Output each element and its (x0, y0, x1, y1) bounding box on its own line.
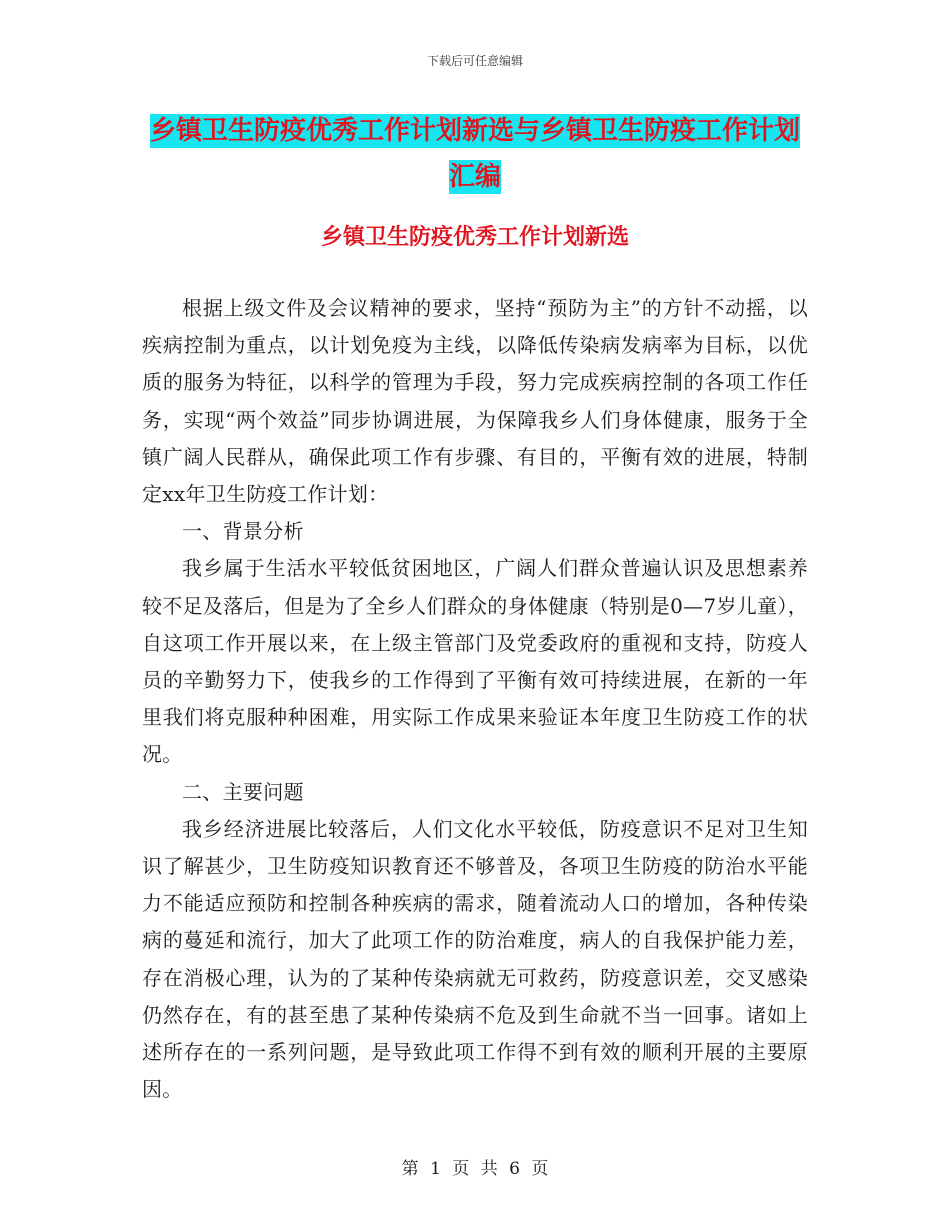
issues-paragraph: 我乡经济进展比较落后，人们文化水平较低，防疫意识不足对卫生知识了解甚少，卫生防疫知识教育还不够普及，各项卫生防疫的防治水平能力不能适应预防和控制各种疾病的需求，随着流动人口的增加，各种传染病的蔓延和流行，加大了此项工作的防治难度，病人的自我保护能力差，存在消极心理，认为的了某种传染病就无可救药，防疫意识差，交叉感染仍然存在，有的甚至患了某种传染病不危及到生命就不当一回事。诸如上述所存在的一系列问题，是导致此项工作得不到有效的顺利开展的主要原因。 (142, 816, 808, 1102)
section-title: 乡镇卫生防疫优秀工作计划新选 (320, 225, 629, 250)
heading-main-issues: 二、主要问题 (182, 779, 304, 804)
intro-paragraph: 根据上级文件及会议精神的要求，坚持“预防为主”的方针不动摇，以疾病控制为重点，以计划免疫为主线，以降低传染病发病率为目标，以优质的服务为特征，以科学的管理为手段，努力完成疾病控制的各项工作任务，实现“两个效益”同步协调进展，为保障我乡人们身体健康，服务于全镇广阔人民群从，确保此项工作有步骤、有目的，平衡有效的进展，特制定xx年卫生防疫工作计划： (142, 296, 808, 507)
title-highlight: 乡镇卫生防疫优秀工作计划新选与乡镇卫生防疫工作计划汇编 (149, 116, 800, 192)
header-note: 下载后可任意编辑 (426, 54, 523, 68)
document-body (142, 290, 808, 1108)
background-paragraph: 我乡属于生活水平较低贫困地区，广阔人们群众普遍认识及思想素养较不足及落后，但是为了全乡人们群众的身体健康（特别是0—7岁儿童），自这项工作开展以来，在上级主管部门及党委政府的重视和支持，防疫人员的辛勤努力下，使我乡的工作得到了平衡有效可持续进展，在新的一年里我们将克服种种困难，用实际工作成果来验证本年度卫生防疫工作的状况。 (142, 556, 808, 767)
document-title (140, 108, 810, 200)
page-number: 第 1 页 共 6 页 (401, 1159, 549, 1179)
heading-background: 一、背景分析 (182, 519, 304, 544)
